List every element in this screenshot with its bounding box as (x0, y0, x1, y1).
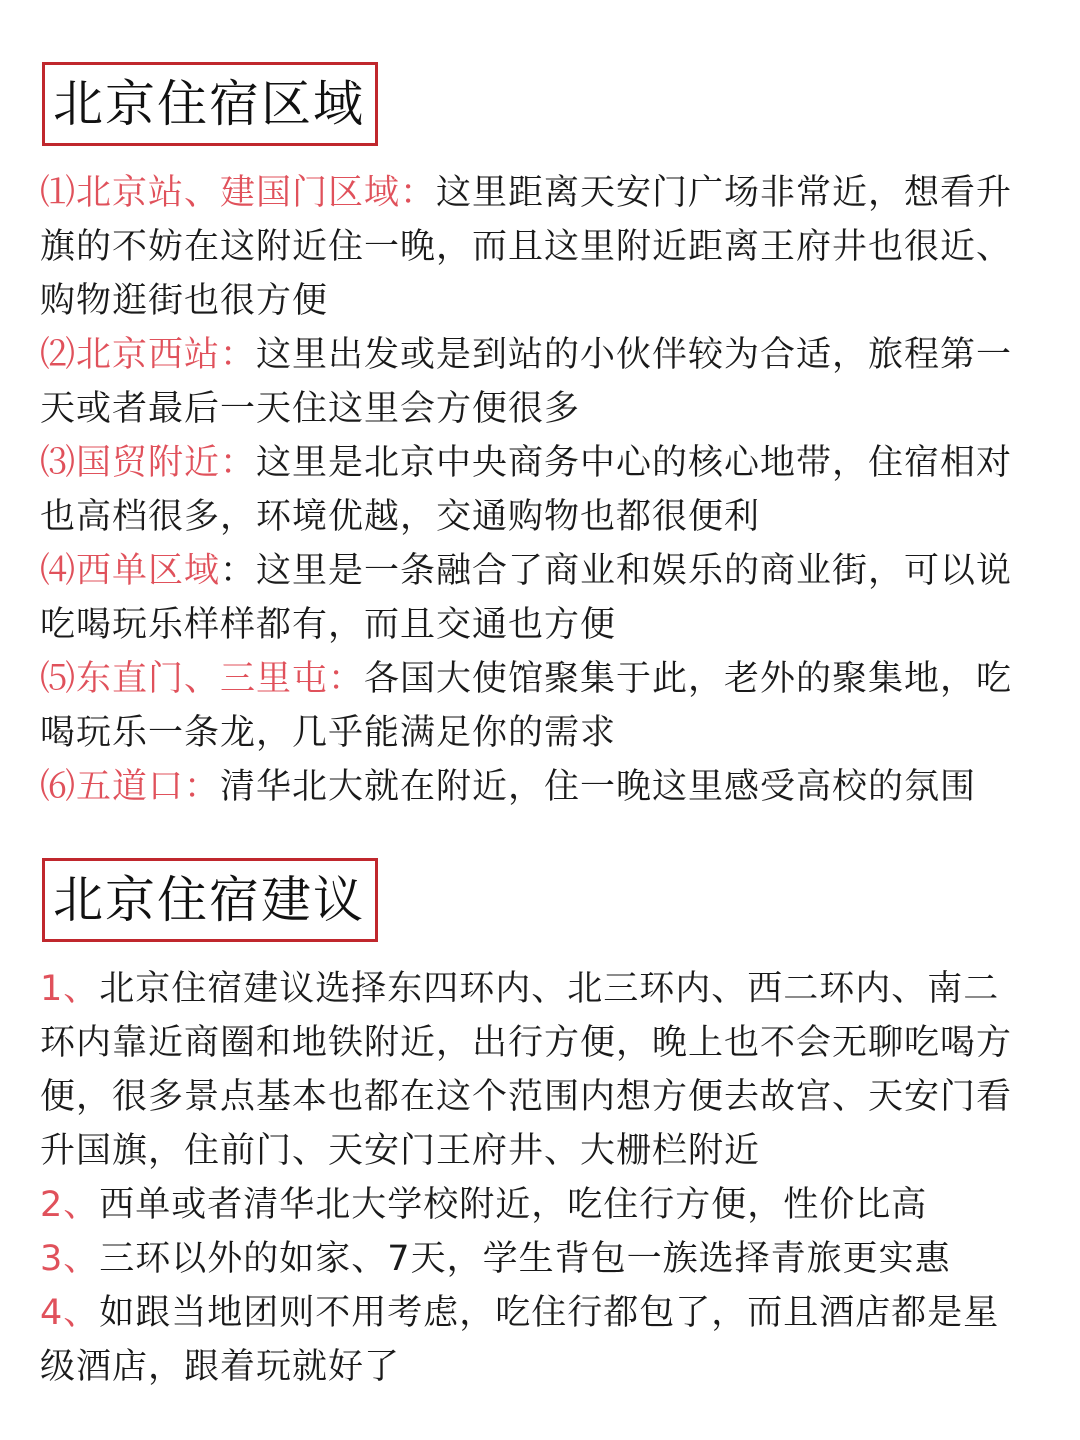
area-item-text: 这里出发或是到站的小伙伴较为合适，旅程第一天或者最后一天住这里会方便很多 (40, 335, 1013, 429)
advice-item-separator: 、 (63, 969, 100, 1009)
area-item-number: ⑶ (40, 443, 77, 483)
area-item-text: 这里距离天安门广场非常近，想看升旗的不妨在这附近住一晚，而且这里附近距离王府井也很近、购物逛街也很方便 (40, 173, 1013, 321)
advice-item-number: 1 (40, 969, 64, 1009)
area-item-text: 这里是北京中央商务中心的核心地带，住宿相对也高档很多，环境优越，交通购物也都很便利 (40, 443, 1013, 537)
area-item-label: 五道口： (76, 767, 221, 807)
advice-list (40, 962, 1035, 1394)
area-item-number: ⑷ (40, 551, 77, 591)
area-item-dongzhimen (40, 652, 1035, 760)
advice-item-separator: 、 (63, 1293, 100, 1333)
advice-item (40, 1232, 1035, 1286)
area-item-beijing-west (40, 328, 1035, 436)
areas-list (40, 166, 1035, 814)
advice-item-text: 西单或者清华北大学校附近，吃住行方便，性价比高 (99, 1185, 928, 1225)
area-item-label: 北京西站： (76, 335, 257, 375)
advice-item (40, 1178, 1035, 1232)
area-item-wudaokou (40, 760, 1035, 814)
area-item-number: ⑵ (40, 335, 77, 375)
section-title-areas: 北京住宿区域 (42, 62, 378, 146)
area-item-label: 国贸附近： (76, 443, 257, 483)
advice-item-text: 如跟当地团则不用考虑，吃住行都包了，而且酒店都是星级酒店，跟着玩就好了 (40, 1293, 1000, 1387)
area-item-text: ：这里是一条融合了商业和娱乐的商业街，可以说吃喝玩乐样样都有，而且交通也方便 (40, 551, 1013, 645)
advice-item-text: 三环以外的如家、7天，学生背包一族选择青旅更实惠 (99, 1239, 951, 1279)
area-item-number: ⑹ (40, 767, 77, 807)
area-item-label: 西单区域 (76, 551, 221, 591)
area-item-text: 各国大使馆聚集于此，老外的聚集地，吃喝玩乐一条龙，几乎能满足你的需求 (40, 659, 1013, 753)
section-title-advice: 北京住宿建议 (42, 858, 378, 942)
advice-item (40, 1286, 1035, 1394)
advice-item-number: 4 (40, 1293, 64, 1333)
area-item-beijing-station (40, 166, 1035, 328)
area-item-text: 清华北大就在附近，住一晚这里感受高校的氛围 (220, 767, 977, 807)
advice-item (40, 962, 1035, 1178)
advice-item-separator: 、 (63, 1185, 100, 1225)
area-item-xidan (40, 544, 1035, 652)
area-item-number: ⑸ (40, 659, 77, 699)
area-item-guomao (40, 436, 1035, 544)
area-item-label: 东直门、三里屯： (76, 659, 365, 699)
advice-item-number: 3 (40, 1239, 64, 1279)
area-item-label: 北京站、建国门区域： (76, 173, 437, 213)
advice-item-number: 2 (40, 1185, 64, 1225)
advice-item-text: 北京住宿建议选择东四环内、北三环内、西二环内、南二环内靠近商圈和地铁附近，出行方便，晚上也不会无聊吃喝方便，很多景点基本也都在这个范围内想方便去故宫、天安门看升国旗，住前门、天安门王府井、大栅栏附近 (40, 969, 1013, 1171)
area-item-number: ⑴ (40, 173, 77, 213)
advice-item-separator: 、 (63, 1239, 100, 1279)
